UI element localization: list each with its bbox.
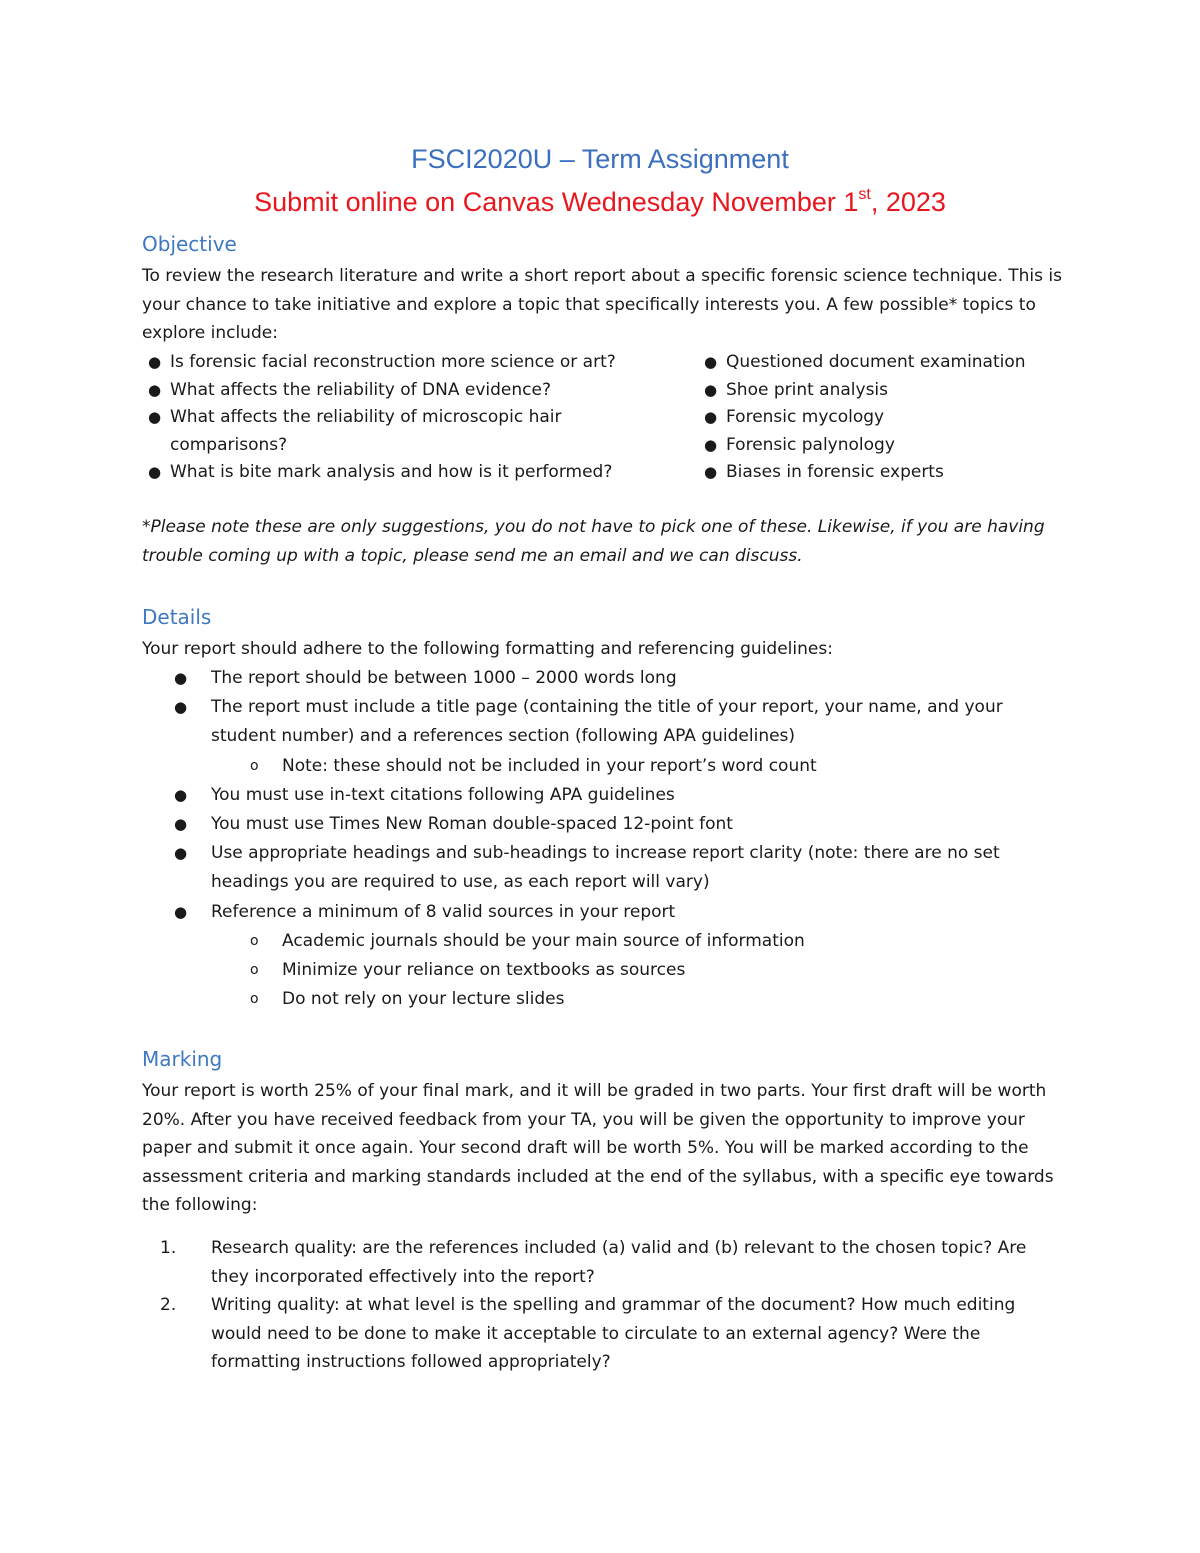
list-item [144,404,644,459]
bullet-icon: ● [148,408,162,426]
detail-text: You must use in-text citations following APA guidelines [211,784,675,805]
detail-text: Reference a minimum of 8 valid sources in your report [211,901,676,922]
bullet-icon: ● [704,463,718,481]
detail-text: The report must include a title page (containing the title of your report, your name, and your student number) and a references section (following APA guidelines) [211,697,1003,747]
item-number: 1. [160,1238,177,1258]
list-item [144,349,644,377]
topic-text: What is bite mark analysis and how is it performed? [170,462,613,482]
bullet-icon: ● [148,380,162,399]
topic-text: Biases in forensic experts [726,462,944,482]
bullet-icon: ● [174,785,188,804]
details-intro: Your report should adhere to the following formatting and referencing guidelines: [142,639,833,659]
topic-text: What affects the reliability of microscopic hair comparisons? [170,407,562,455]
topics-list-right [700,349,1100,487]
suggestion-note: *Please note these are only suggestions, you do not have to pick one of these. Likewise, if you are having trouble coming up with a topic, please send me an email and we can discuss. [142,517,1045,566]
list-item [700,459,1100,487]
list-item [700,349,1100,377]
criteria-text: Writing quality: at what level is the spelling and grammar of the document? How much editing would need to be done to make it acceptable to circulate to an external agency? Were the formatting instructions followed appropriately? [211,1295,1016,1372]
detail-text: Note: these should not be included in your report’s word count [282,755,817,776]
list-item [170,693,1050,751]
criteria-list [160,1234,1060,1377]
marking-heading: Marking [142,1047,223,1071]
detail-text: The report should be between 1000 – 2000 words long [211,668,677,688]
topic-text: Forensic palynology [726,434,895,455]
details-heading: Details [142,605,212,629]
criteria-text: Research quality: are the references included (a) valid and (b) relevant to the chosen topic? Are they incorporated effectively into the report? [211,1238,1027,1287]
list-item [170,664,1050,693]
topic-text: What affects the reliability of DNA evidence? [170,379,551,400]
details-list [170,664,1050,1014]
list-item [170,810,1050,839]
list-item [144,377,644,405]
objective-text: To review the research literature and write a short report about a specific forensic science technique. This is your chance to take initiative and explore a topic that specifically interests you. A few possible* topics to explore include: [142,266,1062,343]
list-item [170,985,1050,1014]
list-item [170,927,1050,956]
objective-heading: Objective [142,232,237,256]
topics-list-left [144,349,644,487]
bullet-icon: ● [704,435,718,454]
list-item [170,752,1050,781]
circle-bullet-icon: o [250,757,259,774]
due-date-line [0,187,1200,218]
list-item [700,377,1100,405]
detail-text: You must use Times New Roman double-spaced 12-point font [211,814,733,835]
due-date-text: Submit online on Canvas Wednesday November 1 [254,187,859,217]
marking-text: Your report is worth 25% of your final mark, and it will be graded in two parts. Your first draft will be worth 20%. After you have received feedback from your TA, you will be given the opportunity to improve your paper and submit it once again. Your second draft will be worth 5%. You will be marked according to the assessment criteria and marking standards included at the end of the syllabus, with a specific eye towards the following: [142,1081,1054,1215]
topic-text: Forensic mycology [726,407,885,427]
bullet-icon: ● [704,380,718,399]
bullet-icon: ● [174,698,188,717]
circle-bullet-icon: o [250,932,259,949]
list-item [160,1234,1060,1291]
list-item [170,839,1050,897]
bullet-icon: ● [174,902,188,921]
list-item [170,956,1050,985]
list-item [700,432,1100,460]
topic-text: Is forensic facial reconstruction more science or art? [170,352,616,372]
list-item [144,459,644,487]
detail-text: Academic journals should be your main source of information [282,930,805,951]
list-item [170,781,1050,810]
bullet-icon: ● [148,463,162,481]
item-number: 2. [160,1295,177,1315]
document-title: FSCI2020U – Term Assignment [411,144,789,174]
list-item [160,1291,1060,1377]
bullet-icon: ● [174,669,188,687]
detail-text: Minimize your reliance on textbooks as sources [282,960,686,981]
list-item [700,404,1100,432]
bullet-icon: ● [704,408,718,426]
detail-text: Do not rely on your lecture slides [282,989,565,1010]
list-item [170,898,1050,927]
topic-text: Shoe print analysis [726,379,889,400]
circle-bullet-icon: o [250,991,259,1008]
bullet-icon: ● [704,353,718,371]
due-date-ordinal: st [858,186,871,203]
bullet-icon: ● [174,844,188,863]
due-date-year: , 2023 [870,187,946,217]
bullet-icon: ● [148,353,162,371]
topic-text: Questioned document examination [726,352,1026,372]
detail-text: Use appropriate headings and sub-headings to increase report clarity (note: there are no set headings you are required to use, as each report will vary) [211,843,1000,893]
bullet-icon: ● [174,815,188,834]
circle-bullet-icon: o [250,962,259,979]
